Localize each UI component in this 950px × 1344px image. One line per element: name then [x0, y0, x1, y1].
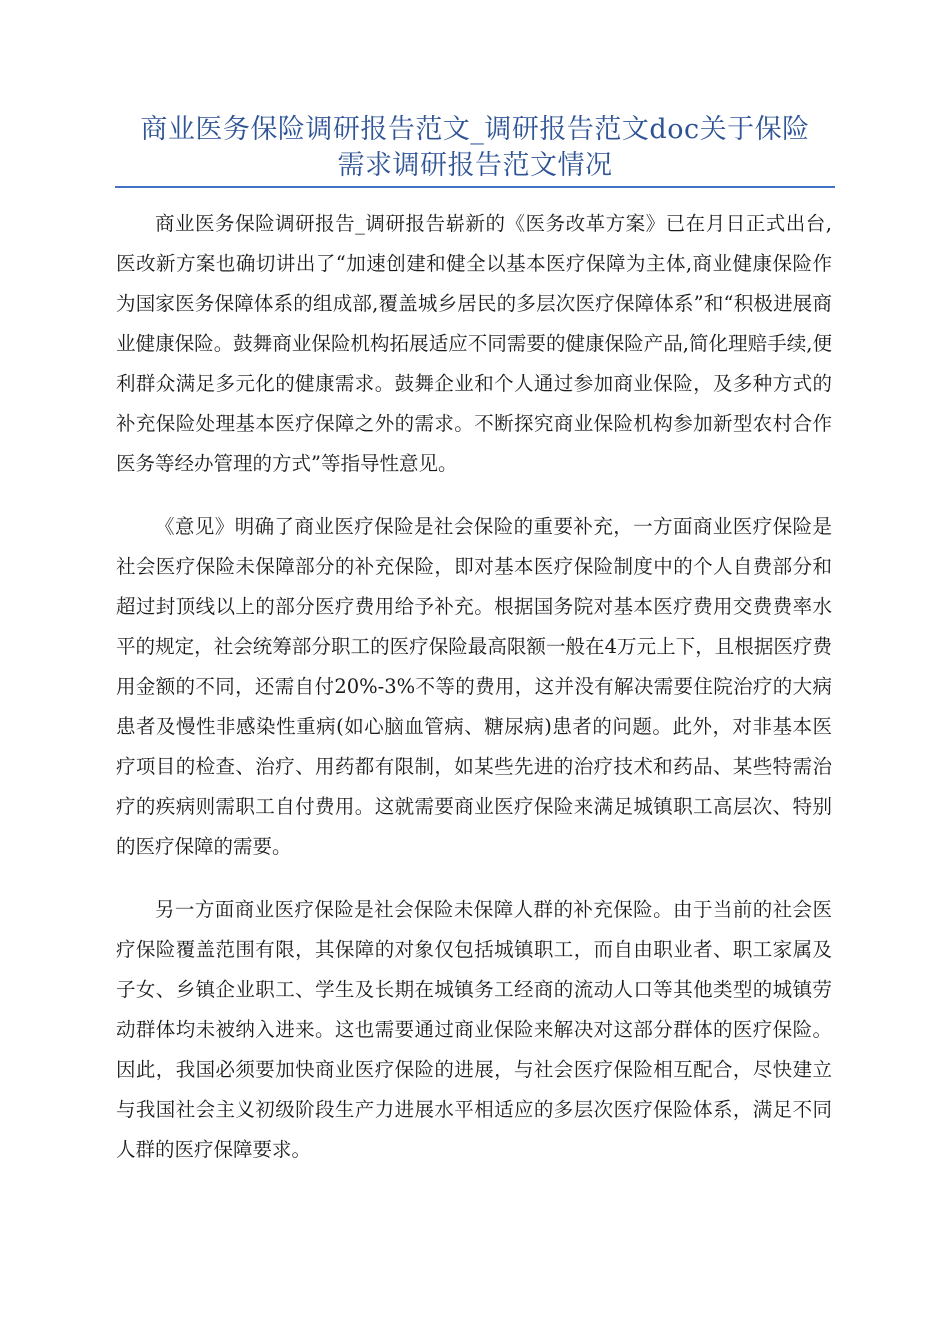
paragraph-3: 另一方面商业医疗保险是社会保险未保障人群的补充保险。由于当前的社会医疗保险覆盖范围有限，其保障的对象仅包括城镇职工，而自由职业者、职工家属及子女、乡镇企业职工、学生及长期在城镇务工经商的流动人口等其他类型的城镇劳动群体均未被纳入进来。这也需要通过商业保险来解决对这部分群体的医疗保险。因此，我国必须要加快商业医疗保险的进展，与社会医疗保险相互配合，尽快建立与我国社会主义初级阶段生产力进展水平相适应的多层次医疗保险体系，满足不同人群的医疗保障要求。 [116, 898, 832, 1161]
title-block [115, 112, 835, 184]
title-line-1: 商业医务保险调研报告范文_调研报告范文doc关于保险 [140, 114, 810, 145]
paragraph-2: 《意见》明确了商业医疗保险是社会保险的重要补充，一方面商业医疗保险是社会医疗保险未保障部分的补充保险，即对基本医疗保险制度中的个人自费部分和超过封顶线以上的部分医疗费用给予补充。根据国务院对基本医疗费用交费费率水平的规定，社会统筹部分职工的医疗保险最高限额一般在4万元上下，且根据医疗费用金额的不同，还需自付20%-3%不等的费用，这并没有解决需要住院治疗的大病患者及慢性非感染性重病(如心脑血管病、糖尿病)患者的问题。此外，对非基本医疗项目的检查、治疗、用药都有限制，如某些先进的治疗技术和药品、某些特需治疗的疾病则需职工自付费用。这就需要商业医疗保险来满足城镇职工高层次、特别的医疗保障的需要。 [116, 515, 832, 858]
title-line-2: 需求调研报告范文情况 [337, 150, 613, 181]
title-underline-divider [115, 186, 835, 188]
document-title [115, 112, 835, 184]
document-body [116, 204, 832, 1193]
paragraph-1: 商业医务保险调研报告_调研报告崭新的《医务改革方案》已在月日正式出台,医改新方案也确切讲出了“加速创建和健全以基本医疗保障为主体,商业健康保险作为国家医务保障体系的组成部,覆盖城乡居民的多层次医疗保障体系”和“积极进展商业健康保险。鼓舞商业保险机构拓展适应不同需要的健康保险产品,简化理赔手续,便利群众满足多元化的健康需求。鼓舞企业和个人通过参加商业保险，及多种方式的补充保险处理基本医疗保障之外的需求。不断探究商业保险机构参加新型农村合作医务等经办管理的方式”等指导性意见。 [116, 212, 832, 475]
